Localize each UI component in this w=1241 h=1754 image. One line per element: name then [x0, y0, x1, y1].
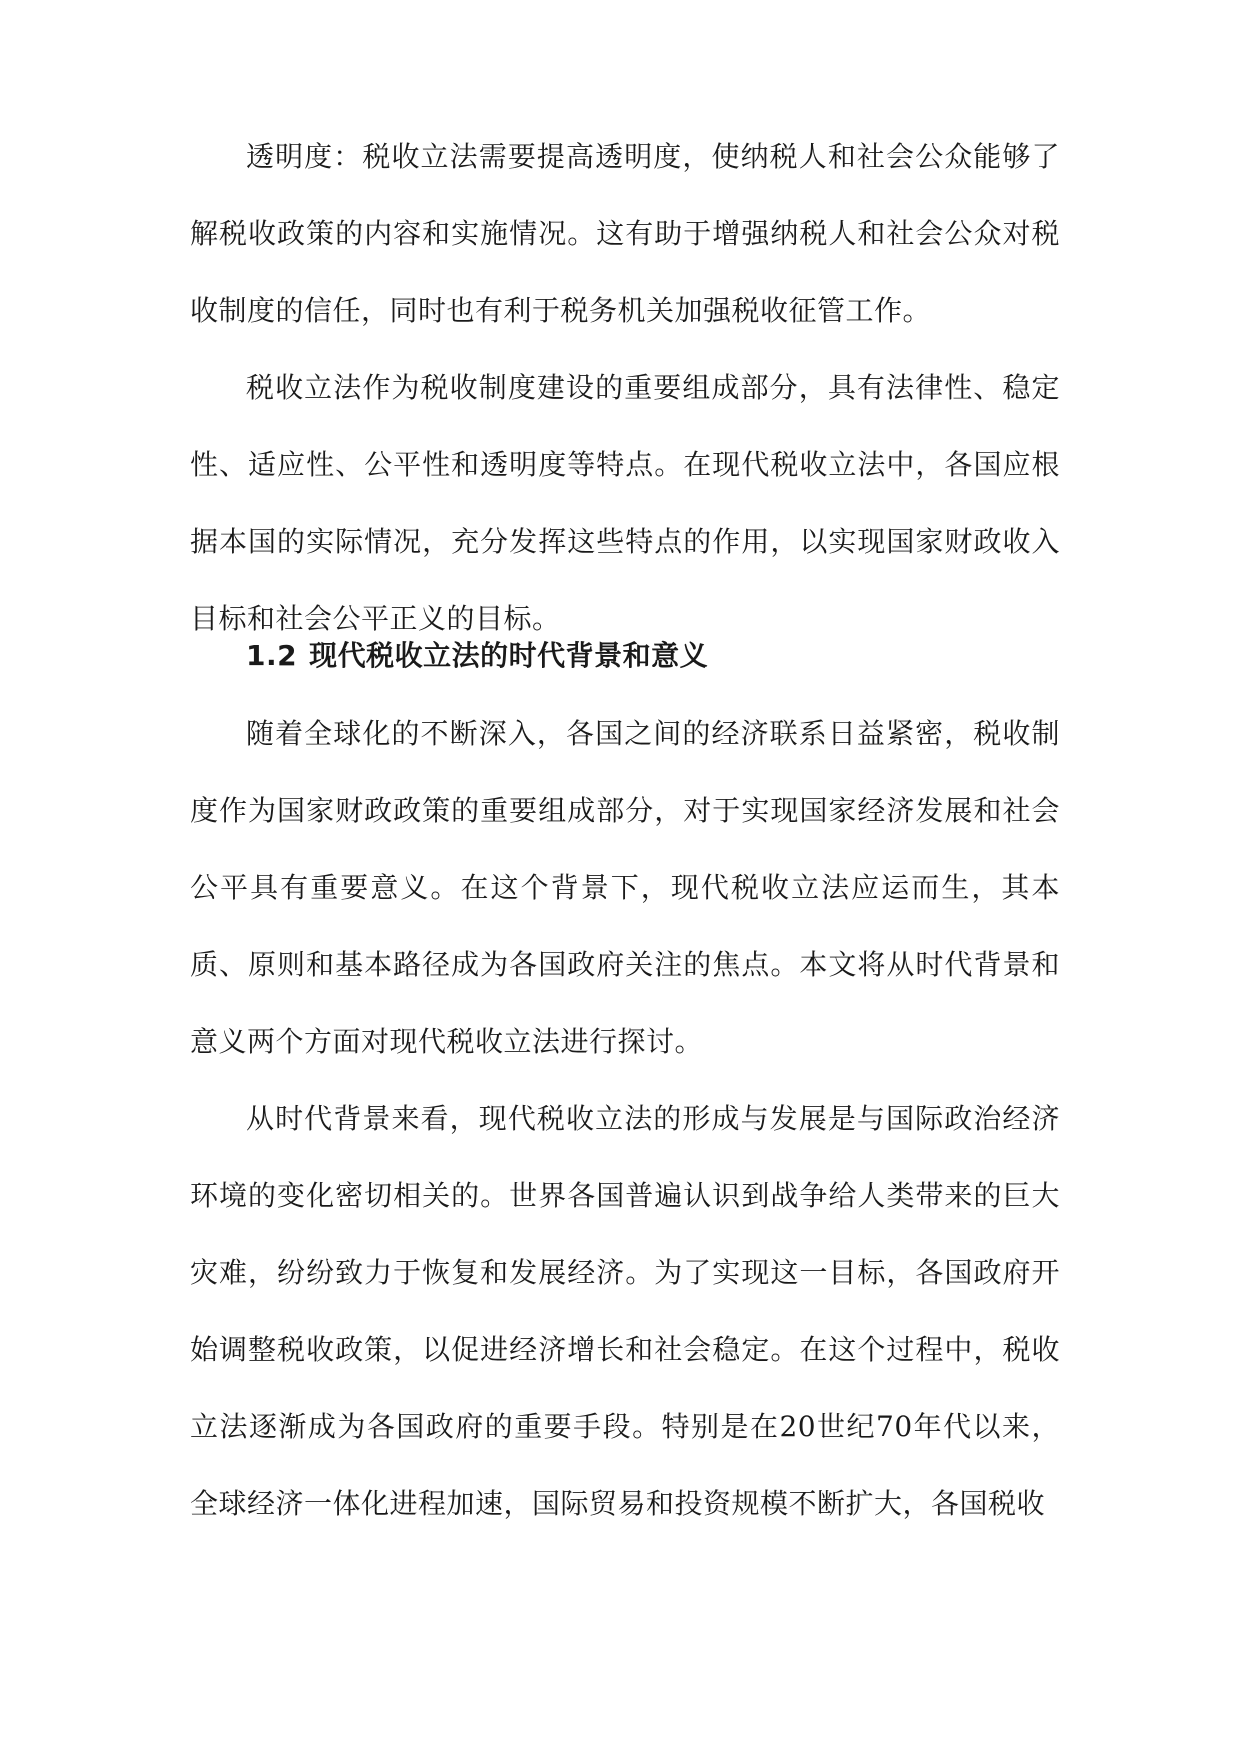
section-title: 现代税收立法的时代背景和意义	[309, 639, 709, 672]
section-number: 1.2	[246, 639, 298, 672]
section-heading	[246, 636, 1060, 676]
paragraph-historical-background: 从时代背景来看，现代税收立法的形成与发展是与国际政治经济环境的变化密切相关的。世界各国普遍认识到战争给人类带来的巨大灾难，纷纷致力于恢复和发展经济。为了实现这一目标，各国政府开始调整税收政策，以促进经济增长和社会稳定。在这个过程中，税收立法逐渐成为各国政府的重要手段。特别是在20世纪70年代以来，全球经济一体化进程加速，国际贸易和投资规模不断扩大，各国税收	[190, 1102, 1060, 1520]
paragraph-transparency: 透明度：税收立法需要提高透明度，使纳税人和社会公众能够了解税收政策的内容和实施情况。这有助于增强纳税人和社会公众对税收制度的信任，同时也有利于税务机关加强税收征管工作。	[190, 140, 1060, 327]
paragraph-characteristics-summary: 税收立法作为税收制度建设的重要组成部分，具有法律性、稳定性、适应性、公平性和透明度等特点。在现代税收立法中，各国应根据本国的实际情况，充分发挥这些特点的作用，以实现国家财政收入目标和社会公平正义的目标。	[190, 371, 1060, 635]
paragraph-globalization: 随着全球化的不断深入，各国之间的经济联系日益紧密，税收制度作为国家财政政策的重要组成部分，对于实现国家经济发展和社会公平具有重要意义。在这个背景下，现代税收立法应运而生，其本质、原则和基本路径成为各国政府关注的焦点。本文将从时代背景和意义两个方面对现代税收立法进行探讨。	[190, 717, 1060, 1058]
